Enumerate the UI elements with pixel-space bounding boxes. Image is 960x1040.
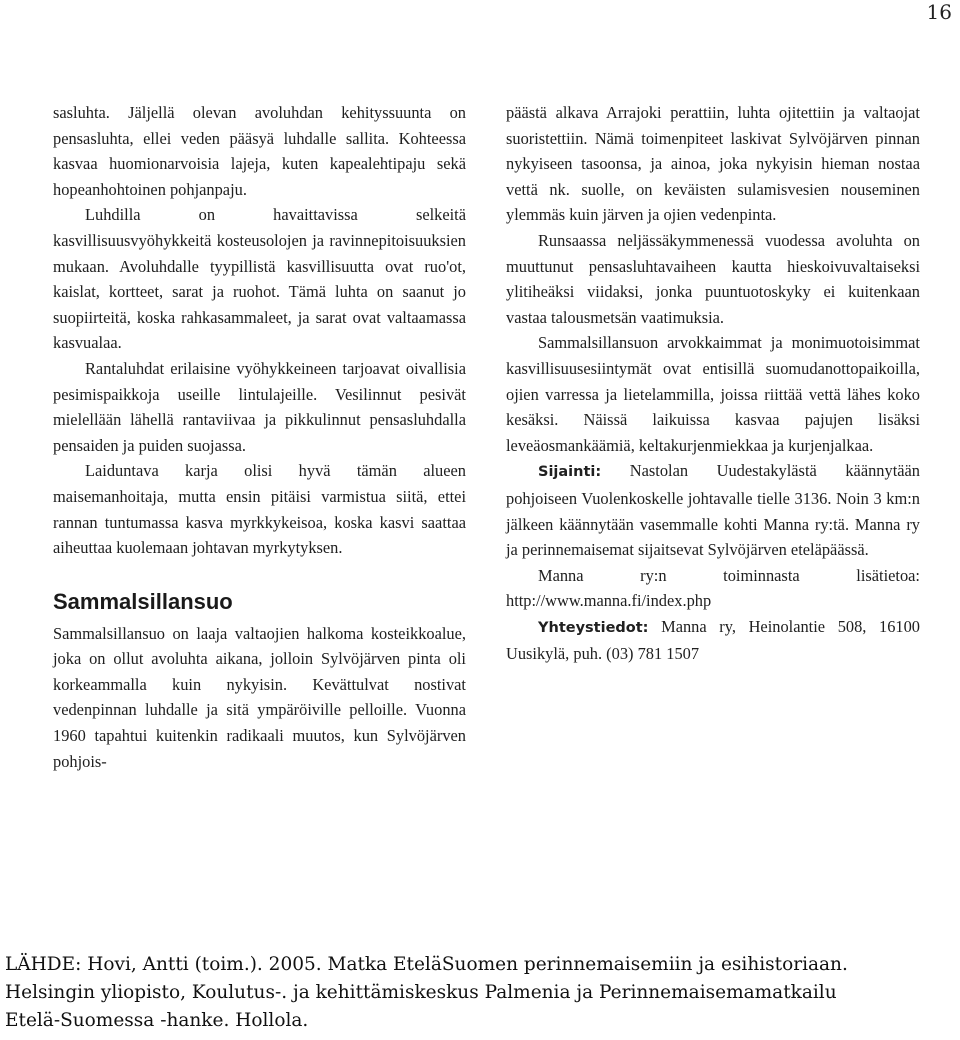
source-line: Helsingin yliopisto, Koulutus-. ja kehittämiskeskus Palmenia ja Perinnemaisemamatkailu <box>5 982 837 1003</box>
paragraph: Luhdilla on havaittavissa selkeitä kasvillisuusvyöhykkeitä kosteusolojen ja ravinnepitoisuuksien mukaan. Avoluhdalle tyypillistä kasvillisuutta ovat ruo'ot, kaislat, kortteet, sarat ja ruohot. Tämä luhta on saanut jo suopiirteitä, koska rahkasammaleet, ja sarat ovat valtaamassa kasvualaa. <box>53 205 466 353</box>
paragraph: sasluhta. Jäljellä olevan avoluhdan kehityssuunta on pensasluhta, ellei veden pääsyä luhdalle sallita. Kohteessa kasvaa huomionarvoisia lajeja, kuten kapealehtipaju sekä hopeanhohtoinen pohjanpaju. <box>53 103 466 199</box>
paragraph: Sammalsillansuo on laaja valtaojien halkoma kosteikkoalue, joka on ollut avoluhta aikana, jolloin Sylvöjärven pinta oli korkeammalla kuin nykyisin. Kevättulvat nostivat vedenpinnan luhdalle ja sitä ympäröiville pelloille. Vuonna 1960 tapahtui kuitenkin radikaali muutos, kun Sylvöjärven pohjois- <box>53 623 466 771</box>
contact-label: Yhteystiedot: <box>538 619 649 636</box>
info-paragraph: Manna ry:n toiminnasta lisätietoa: http://www.manna.fi/index.php <box>506 565 920 611</box>
location-paragraph <box>506 458 920 562</box>
location-text: Nastolan Uudestakylästä käännytään pohjoiseen Vuolenkoskelle johtavalle tielle 3136. Noin 3 km:n jälkeen käännytään vasemmalle kohti Manna ry:tä. Manna ry ja perinnemaisemat sijaitsevat Sylvöjärven eteläpäässä. <box>506 461 920 560</box>
paragraph: Sammalsillansuon arvokkaimmat ja monimuotoisimmat kasvillisuusesiintymät ovat entisillä suomudanottopaikoilla, ojien varressa ja lietelammilla, joissa riittää vettä lähes koko kesäksi. Näissä laikuissa kasvaa pajujen lisäksi leveäosmankäämiä, keltakurjenmiekkaa ja kurjenjalkaa. <box>506 333 920 455</box>
paragraph: päästä alkava Arrajoki perattiin, luhta ojitettiin ja valtaojat suoristettiin. Nämä toimenpiteet laskivat Sylvöjärven pinnan nykyiseen tasoonsa, ja ainoa, joka nykyisin hieman nostaa vettä nk. suolle, on keväisten sulamisvesien nouseminen ylemmäs kuin järven ja ojien vedenpinta. <box>506 103 920 225</box>
paragraph: Rantaluhdat erilaisine vyöhykkeineen tarjoavat oivallisia pesimispaikkoja useille lintulajeille. Vesilinnut pesivät mielellään lähellä rantaviivaa ja pikkulinnut pensasluhdalla pensaiden ja puiden suojassa. <box>53 358 466 455</box>
scanned-article <box>0 100 960 860</box>
paragraph: Laiduntava karja olisi hyvä tämän alueen maisemanhoitaja, mutta ensin pitäisi varmistua siitä, ettei rannan tuntumassa kasva myrkkykeisoa, koska kasvi saattaa aiheuttaa kuolemaan johtavan myrkytyksen. <box>53 461 466 558</box>
section-heading: Sammalsillansuo <box>53 588 233 614</box>
source-line: Etelä-Suomessa -hanke. Hollola. <box>5 1010 309 1031</box>
left-column <box>53 100 466 774</box>
page-number: 16 <box>926 0 952 24</box>
location-label: Sijainti: <box>538 464 602 481</box>
right-column <box>506 100 920 667</box>
source-line: LÄHDE: Hovi, Antti (toim.). 2005. Matka EteläSuomen perinnemaisemiin ja esihistoriaan. <box>5 954 848 975</box>
contact-text: Manna ry, Heinolantie 508, 16100 Uusikylä, puh. (03) 781 1507 <box>506 616 920 664</box>
source-citation <box>5 951 955 1035</box>
contact-paragraph <box>506 614 920 667</box>
paragraph: Runsaassa neljässäkymmenessä vuodessa avoluhta on muuttunut pensasluhtavaiheen kautta hieskoivuvaltaiseksi ylitiheäksi viidaksi, jonka puuntuotoskyky ei kuitenkaan vastaa talousmetsän vaatimuksia. <box>506 230 920 327</box>
